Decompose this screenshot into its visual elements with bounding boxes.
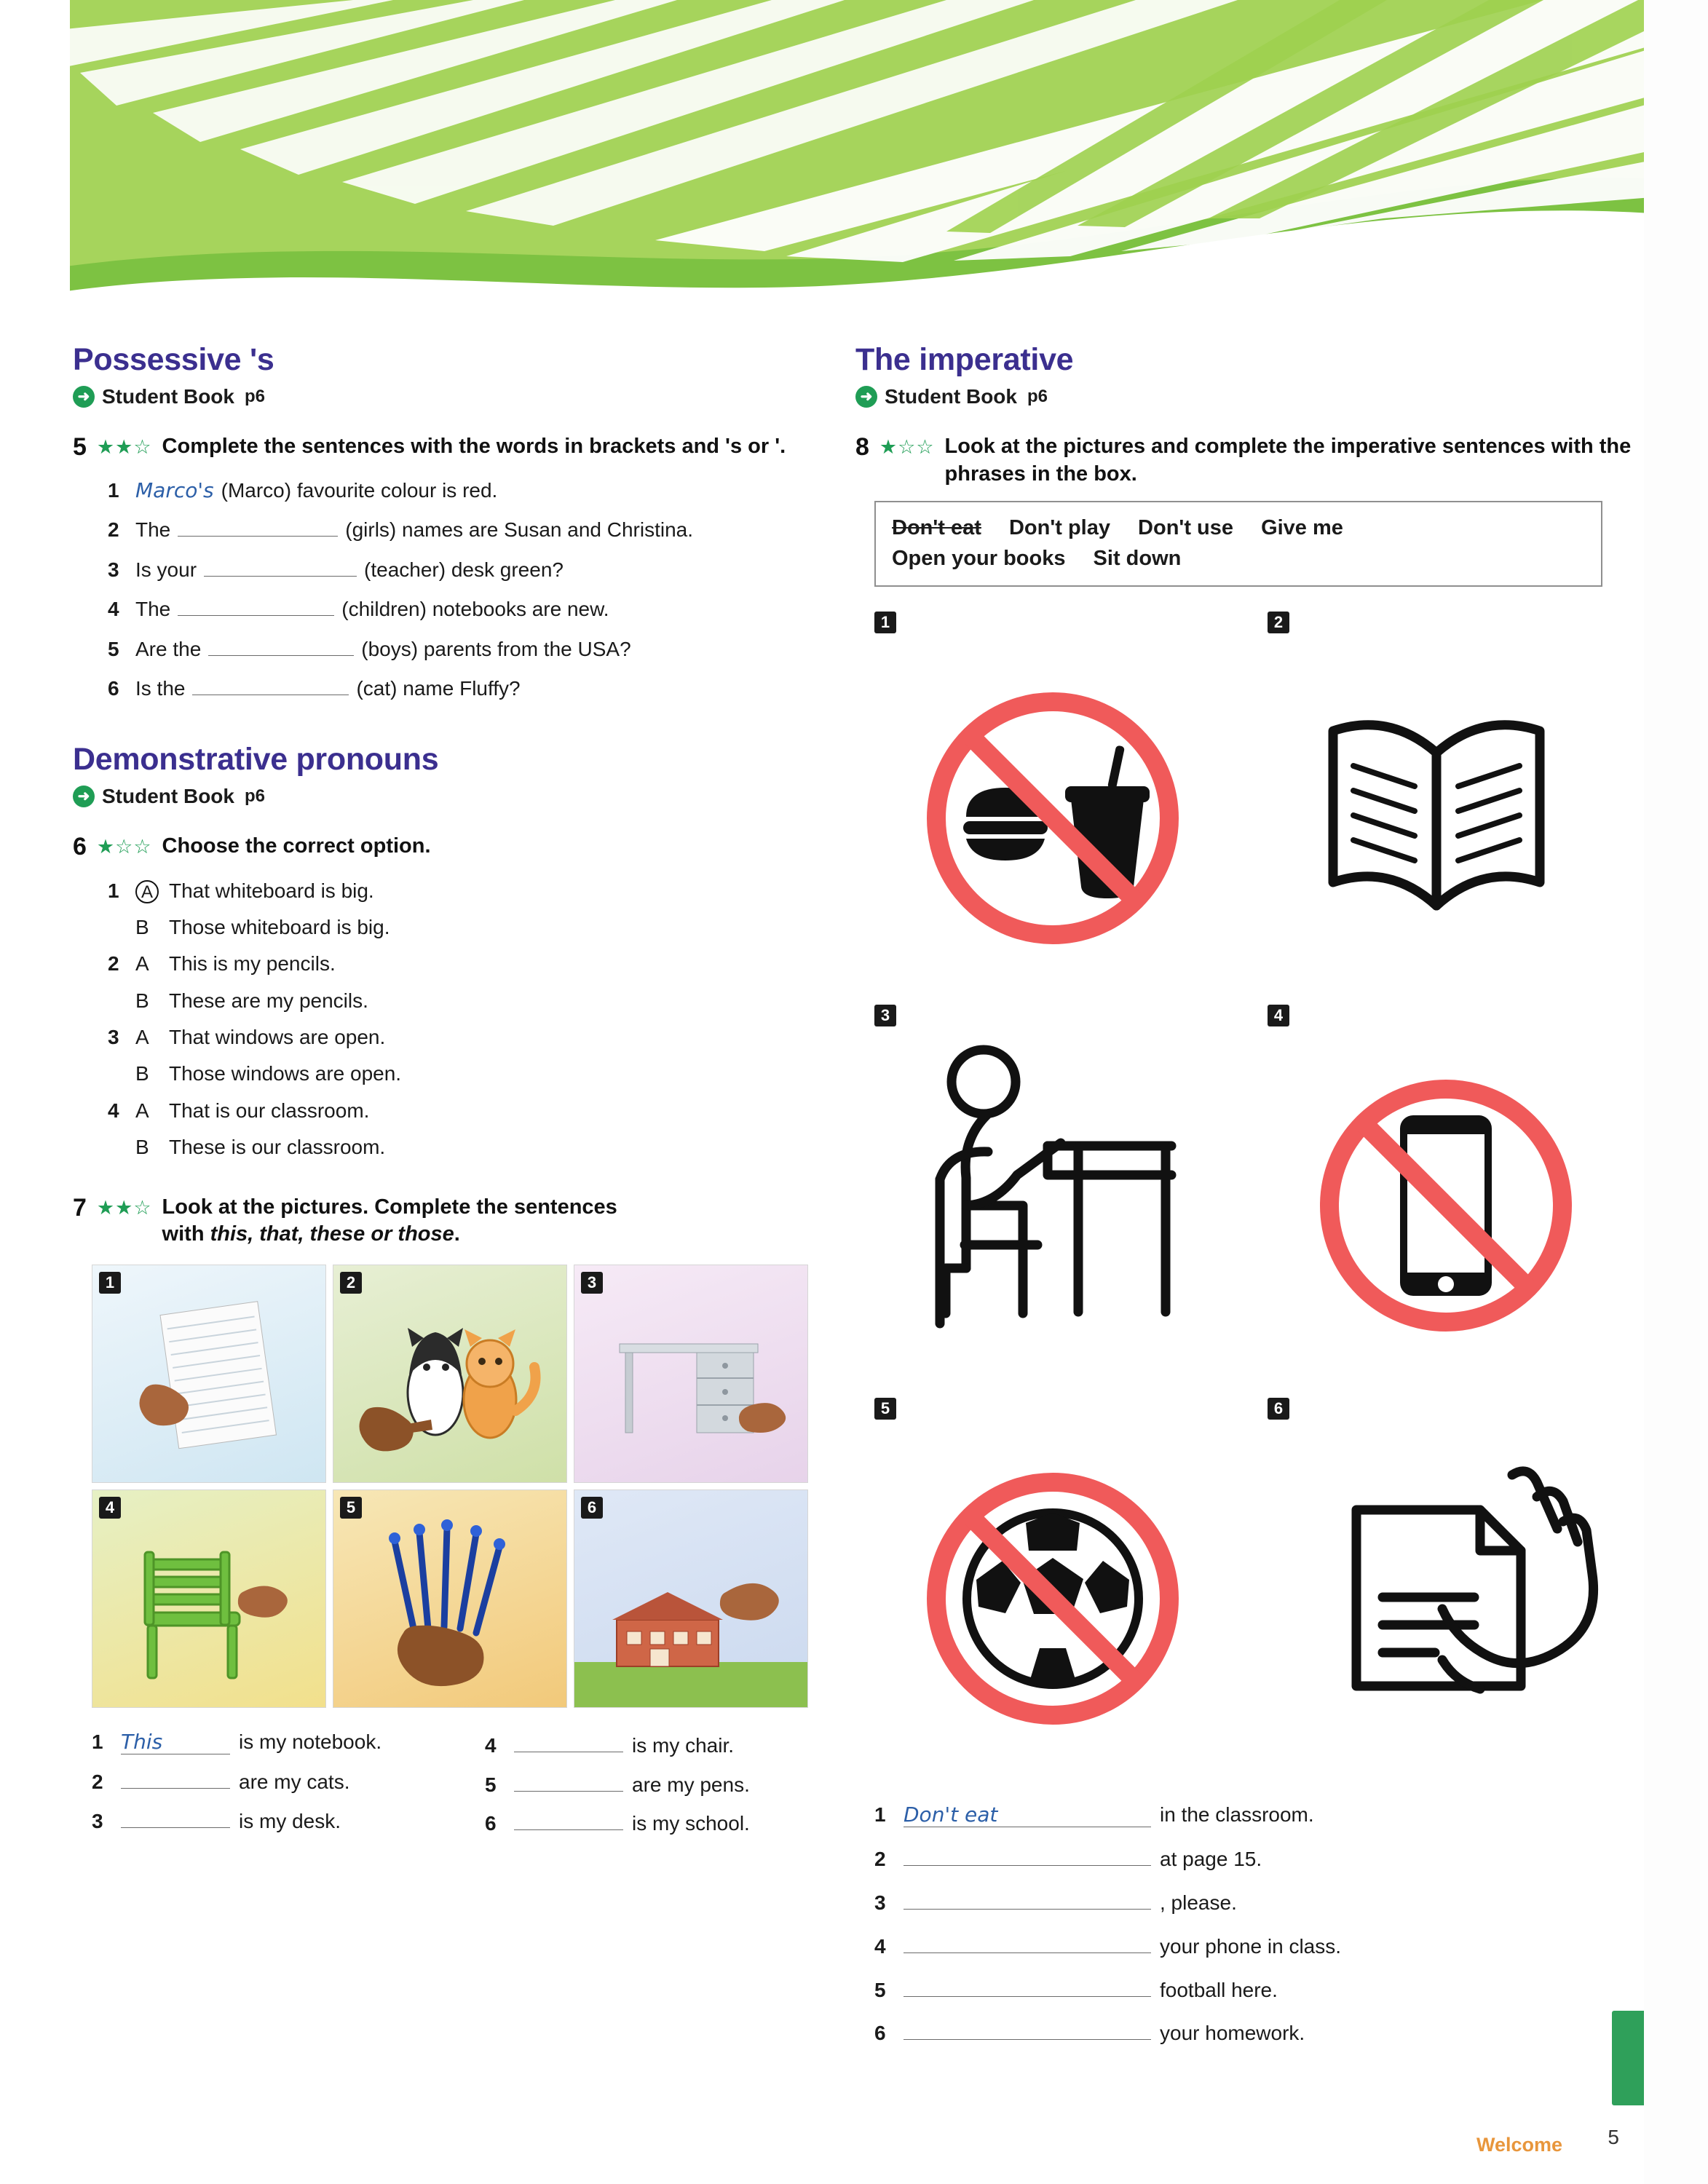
exercise-instruction: Look at the pictures and complete the imperative sentences with the phrases in the box. [944, 435, 1632, 486]
exercise-number: 5 [73, 433, 87, 461]
answer-blank[interactable] [204, 554, 357, 577]
answer-row [92, 1730, 485, 1754]
item-number: 5 [108, 637, 119, 660]
picture-number: 4 [1268, 1005, 1289, 1026]
answer-text: is my notebook. [239, 1730, 382, 1754]
answer-row [874, 2018, 1642, 2046]
picture-give-homework [1268, 1398, 1632, 1784]
difficulty-stars: ★☆☆ [96, 836, 152, 858]
picture-desk [574, 1265, 808, 1483]
mc-option-b[interactable] [135, 911, 845, 943]
answer-blank[interactable] [121, 1805, 230, 1828]
student-book-page: p6 [1027, 387, 1048, 406]
list-item [108, 514, 845, 545]
answer-blank[interactable] [208, 633, 354, 656]
item-text-after: (cat) name Fluffy? [356, 677, 521, 700]
exercise-5-heading [73, 433, 845, 462]
answer-row [92, 1805, 485, 1833]
student-book-label: Student Book [102, 385, 234, 408]
section-title-imperative: The imperative [855, 342, 1074, 377]
picture-no-eating [874, 612, 1238, 997]
list-item [108, 554, 845, 585]
mc-item [73, 875, 845, 943]
word-box-item[interactable]: Don't use [1138, 516, 1233, 540]
option-letter: B [135, 1136, 149, 1159]
option-text: Those windows are open. [169, 1062, 402, 1085]
answer-text: is my desk. [239, 1809, 341, 1832]
answer-text: is my chair. [632, 1733, 735, 1757]
answer-row [874, 1974, 1642, 2002]
picture-no-football [874, 1398, 1238, 1784]
picture-number: 3 [581, 1272, 603, 1294]
item-number: 4 [485, 1733, 497, 1757]
item-number: 3 [92, 1809, 103, 1832]
page-right-margin [1644, 0, 1708, 2184]
exercise-7-heading [73, 1194, 845, 1249]
option-letter: A [135, 1026, 149, 1049]
word-box-item-used[interactable]: Don't eat [892, 516, 981, 540]
answer-row [874, 1803, 1642, 1827]
answer-blank[interactable] [514, 1808, 623, 1831]
mc-option-b[interactable] [135, 985, 845, 1016]
list-item [108, 593, 845, 625]
answer-text: your phone in class. [1160, 1934, 1342, 1958]
exercise-number: 6 [73, 833, 87, 861]
picture-number: 5 [340, 1497, 362, 1519]
student-book-page: p6 [245, 786, 266, 807]
list-item [108, 673, 845, 704]
word-box-item[interactable]: Give me [1261, 516, 1343, 540]
answer-blank[interactable] [192, 673, 349, 695]
item-text-after: (boys) parents from the USA? [361, 637, 631, 660]
item-number: 1 [108, 479, 119, 502]
difficulty-stars: ★★☆ [96, 436, 152, 458]
answer-text: your homework. [1160, 2022, 1305, 2045]
handwritten-answer[interactable]: Don't eat [904, 1803, 1151, 1827]
exercise-8-heading [855, 433, 1642, 488]
answer-blank[interactable] [904, 1843, 1151, 1866]
arrow-icon: ➜ [73, 386, 95, 408]
difficulty-stars: ★★☆ [96, 1196, 152, 1219]
exercise-instruction: Complete the sentences with the words in brackets and 's or '. [162, 435, 786, 458]
student-book-ref-imperative [855, 385, 1642, 408]
section-title-possessive: Possessive 's [73, 342, 274, 377]
picture-number: 5 [874, 1398, 896, 1420]
answer-row [485, 1808, 845, 1836]
item-number: 4 [108, 1099, 119, 1122]
instruction-keywords: this, that, these or those [210, 1222, 454, 1246]
student-book-page: p6 [245, 387, 266, 406]
item-text-before: Is your [135, 558, 197, 581]
exercise-7-answers [92, 1730, 845, 1847]
student-book-label: Student Book [102, 785, 234, 808]
answers-column-right [485, 1730, 845, 1847]
item-number: 4 [874, 1934, 886, 1958]
answer-row [485, 1730, 845, 1757]
answer-text: , please. [1160, 1891, 1237, 1915]
list-item [108, 633, 845, 665]
item-text-before: Are the [135, 637, 202, 660]
list-item [108, 475, 845, 506]
word-box-item[interactable]: Open your books [892, 547, 1066, 571]
item-number: 1 [874, 1803, 886, 1827]
item-text-before: The [135, 518, 171, 542]
difficulty-stars: ★☆☆ [879, 436, 935, 458]
arrow-icon: ➜ [855, 386, 877, 408]
item-text-after: (children) notebooks are new. [341, 598, 609, 621]
mc-item [73, 948, 845, 1016]
option-letter: A [135, 1099, 149, 1122]
exercise-number: 8 [855, 433, 869, 461]
item-text-after: (girls) names are Susan and Christina. [345, 518, 694, 542]
instruction-period: . [454, 1222, 460, 1246]
mc-item [73, 1095, 845, 1163]
decorative-banner [0, 0, 1708, 313]
word-box-item[interactable]: Sit down [1093, 547, 1182, 571]
right-column [855, 342, 1642, 2061]
answer-row [874, 1843, 1642, 1871]
item-number: 1 [108, 879, 119, 902]
option-text: This is my pencils. [169, 952, 336, 976]
mc-option-a[interactable] [108, 948, 845, 979]
item-text-after: (teacher) desk green? [364, 558, 564, 581]
page-number: 5 [1608, 2126, 1619, 2148]
page-corner-tab [1612, 2011, 1644, 2105]
item-number: 1 [92, 1730, 103, 1754]
option-letter: A [135, 952, 149, 976]
option-letter-selected[interactable] [135, 875, 169, 906]
student-book-ref-demonstrative [73, 785, 845, 808]
item-number: 3 [108, 558, 119, 581]
answer-text: in the classroom. [1160, 1803, 1314, 1827]
exercise-instruction [162, 1194, 617, 1249]
answer-row [92, 1766, 485, 1794]
picture-number: 4 [99, 1497, 121, 1519]
answer-blank[interactable] [178, 515, 338, 537]
answer-blank[interactable] [904, 1887, 1151, 1910]
option-letter: B [135, 989, 149, 1012]
item-number: 6 [108, 677, 119, 700]
selected-option-circle[interactable]: A [135, 880, 159, 903]
answer-text: at page 15. [1160, 1848, 1262, 1871]
exercise-6-items [73, 875, 845, 1163]
exercise-5-items [108, 475, 845, 704]
mc-item [73, 1021, 845, 1090]
picture-number: 3 [874, 1005, 896, 1026]
arrow-icon: ➜ [73, 786, 95, 807]
item-number: 2 [92, 1770, 103, 1793]
item-number: 6 [485, 1812, 497, 1835]
answer-blank[interactable] [178, 593, 334, 616]
picture-school [574, 1489, 808, 1708]
answer-row [874, 1931, 1642, 1958]
item-text: (Marco) favourite colour is red. [221, 479, 498, 502]
answer-blank[interactable] [121, 1766, 230, 1789]
answer-row [485, 1769, 845, 1797]
exercise-number: 7 [73, 1193, 87, 1222]
option-letter: B [135, 1062, 149, 1085]
answer-text: are my cats. [239, 1770, 350, 1793]
exercise-6-heading [73, 833, 845, 861]
exercise-instruction: Choose the correct option. [162, 834, 431, 858]
answer-blank[interactable] [514, 1730, 623, 1752]
answers-column-left [92, 1730, 485, 1847]
mc-option-a[interactable] [108, 1095, 845, 1126]
item-number: 2 [874, 1848, 886, 1871]
mc-option-b[interactable] [135, 1131, 845, 1163]
picture-number: 1 [874, 612, 896, 633]
footer-unit-label: Welcome [1476, 2134, 1562, 2156]
answer-blank[interactable] [514, 1769, 623, 1792]
student-book-ref-possessive [73, 385, 845, 408]
handwritten-answer[interactable]: Marco's [135, 478, 214, 503]
item-text-before: Is the [135, 677, 186, 700]
item-number: 5 [485, 1773, 497, 1796]
exercise-8-picture-grid [874, 612, 1642, 1784]
item-number: 3 [108, 1026, 119, 1049]
picture-no-phone [1268, 1005, 1632, 1390]
option-letter: B [135, 915, 149, 938]
option-text: Those whiteboard is big. [169, 915, 390, 938]
item-text-before: The [135, 598, 171, 621]
mc-option-a[interactable] [108, 875, 845, 906]
answer-blank[interactable] [904, 2018, 1151, 2041]
mc-option-b[interactable] [135, 1058, 845, 1089]
section-title-demonstrative: Demonstrative pronouns [73, 742, 439, 778]
picture-number: 2 [340, 1272, 362, 1294]
option-text: That whiteboard is big. [169, 879, 374, 902]
answer-row [874, 1887, 1642, 1915]
option-text: These is our classroom. [169, 1136, 386, 1159]
left-column [73, 342, 845, 1847]
option-text: That is our classroom. [169, 1099, 370, 1122]
answer-text: are my pens. [632, 1773, 750, 1796]
instruction-line-1: Look at the pictures. Complete the sentences [162, 1195, 617, 1219]
picture-chair [92, 1489, 326, 1708]
page-left-margin [0, 0, 70, 2184]
picture-number: 2 [1268, 612, 1289, 633]
mc-option-a[interactable] [108, 1021, 845, 1053]
option-text: These are my pencils. [169, 989, 368, 1012]
item-number: 4 [108, 598, 119, 621]
answer-text: football here. [1160, 1978, 1278, 2001]
item-number: 6 [874, 2022, 886, 2045]
picture-pens [333, 1489, 567, 1708]
student-book-label: Student Book [885, 385, 1017, 408]
instruction-line-2: with [162, 1222, 210, 1246]
exercise-8-answers [874, 1803, 1642, 2045]
option-text: That windows are open. [169, 1026, 386, 1049]
exercise-7-picture-grid [92, 1265, 845, 1708]
picture-number: 6 [1268, 1398, 1289, 1420]
word-box [874, 501, 1602, 587]
word-box-item[interactable]: Don't play [1008, 516, 1110, 540]
picture-open-book [1268, 612, 1632, 997]
picture-notebook [92, 1265, 326, 1483]
handwritten-answer[interactable]: This [121, 1730, 230, 1754]
answer-blank[interactable] [904, 1974, 1151, 1997]
item-number: 3 [874, 1891, 886, 1915]
answer-text: is my school. [632, 1812, 750, 1835]
picture-number: 1 [99, 1272, 121, 1294]
item-number: 5 [874, 1978, 886, 2001]
picture-sit-down [874, 1005, 1238, 1390]
picture-cats [333, 1265, 567, 1483]
item-number: 2 [108, 518, 119, 542]
answer-blank[interactable] [904, 1931, 1151, 1953]
picture-number: 6 [581, 1497, 603, 1519]
item-number: 2 [108, 952, 119, 976]
